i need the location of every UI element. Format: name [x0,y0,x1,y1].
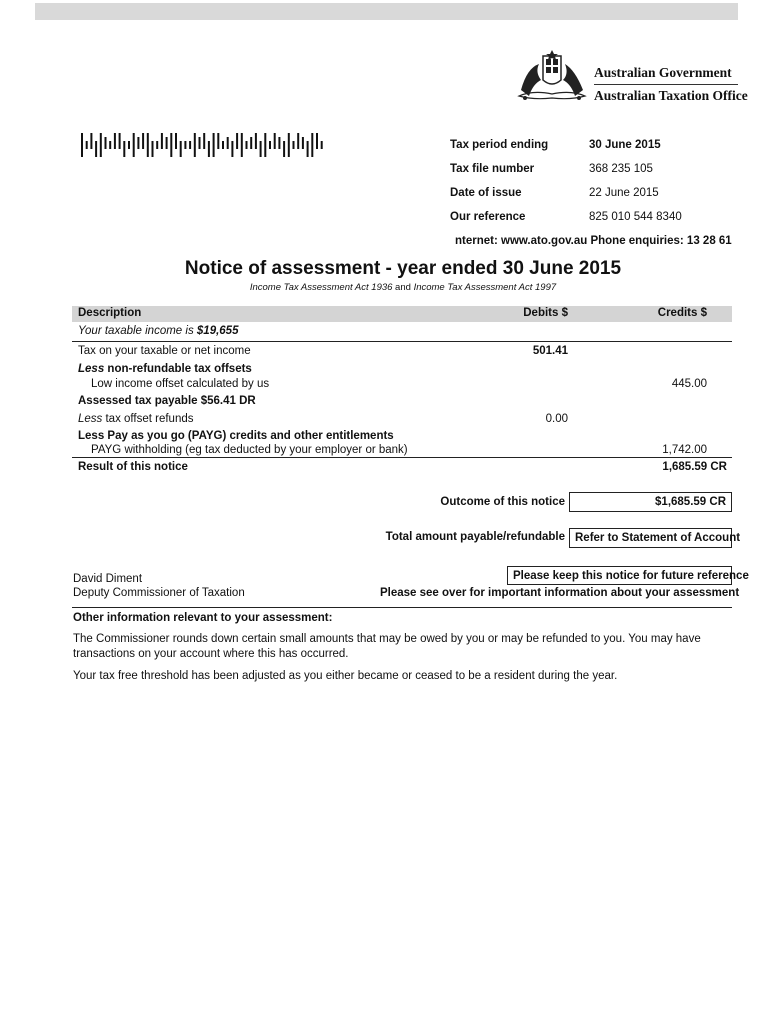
other-info-paragraph-2: Your tax free threshold has been adjusted as you either became or ceased to be a resident during the year. [73,670,618,682]
other-info-heading: Other information relevant to your assessment: [73,612,333,624]
act-1997: Income Tax Assessment Act 1997 [413,282,557,293]
reference-label: Our reference [450,211,526,223]
signatory-title: Deputy Commissioner of Taxation [73,587,245,599]
signatory-name: David Diment [73,573,143,585]
offset-refunds-label [78,413,194,425]
assessed-tax-line: Assessed tax payable $56.41 DR [78,395,256,407]
keep-notice-box [507,566,749,585]
tfn-value: 368 235 105 [589,163,653,175]
outcome-label: Outcome of this notice [440,496,565,508]
issue-date-value: 22 June 2015 [589,187,659,199]
low-income-offset-label: Low income offset calculated by us [91,378,270,390]
tfn-label: Tax file number [450,163,535,175]
low-income-offset-credit: 445.00 [671,378,707,390]
subtitle-and: and [392,282,414,293]
tax-period-label: Tax period ending [450,139,549,151]
total-value-box [569,528,741,548]
total-value: Refer to Statement of Account [575,532,741,544]
government-title: Australian Government [594,65,732,80]
reference-value: 825 010 544 8340 [589,211,682,223]
payg-withholding-label: PAYG withholding (eg tax deducted by your employer or bank) [91,444,408,456]
total-label: Total amount payable/refundable [385,531,565,543]
contact-line: nternet: www.ato.gov.au Phone enquiries: 13 28 61 [455,235,732,247]
taxable-income-value: $19,655 [196,325,239,337]
top-grey-bar [35,3,738,20]
payg-heading: Less Pay as you go (PAYG) credits and other entitlements [78,430,394,442]
column-credits: Credits $ [657,307,707,319]
page-subtitle [0,282,768,293]
table-rule-top [72,341,732,342]
issue-date-label: Date of issue [450,187,522,199]
coat-of-arms-logo [513,50,591,104]
outcome-value-box [569,492,732,512]
column-debits: Debits $ [523,307,568,319]
offsets-heading [78,363,252,375]
postal-barcode [80,133,328,157]
page-title: Notice of assessment - year ended 30 June 2015 [184,258,622,279]
header-divider [594,84,738,85]
other-info-paragraph-1: The Commissioner rounds down certain small amounts that may be owed by you or may be refunded to you. You may have transactions on your account where this has occurred. [73,633,701,660]
offsets-text: non-refundable tax offsets [104,363,252,375]
taxable-income-row [78,325,238,337]
tax-on-income-label: Tax on your taxable or net income [78,345,251,357]
result-credit: 1,685.59 CR [662,461,727,473]
info-divider [72,607,732,608]
tax-on-income-debit: 501.41 [532,345,568,357]
agency-title: Australian Taxation Office [594,88,748,103]
taxable-income-label: Your taxable income is [78,325,197,337]
tax-period-value: 30 June 2015 [589,139,661,151]
offset-refunds-debit: 0.00 [545,413,568,425]
see-over-notice: Please see over for important information about your assessment [380,587,740,599]
offset-refunds-text: tax offset refunds [102,413,194,425]
result-label: Result of this notice [78,461,188,473]
offsets-less: Less [78,363,105,375]
offset-refunds-less: Less [78,413,103,425]
keep-notice-text: Please keep this notice for future reference [513,569,749,582]
act-1936: Income Tax Assessment Act 1936 [249,282,393,293]
payg-withholding-credit: 1,742.00 [662,444,707,456]
table-rule-bottom [72,457,732,458]
outcome-value: $1,685.59 CR [655,496,726,508]
column-description: Description [78,307,142,319]
